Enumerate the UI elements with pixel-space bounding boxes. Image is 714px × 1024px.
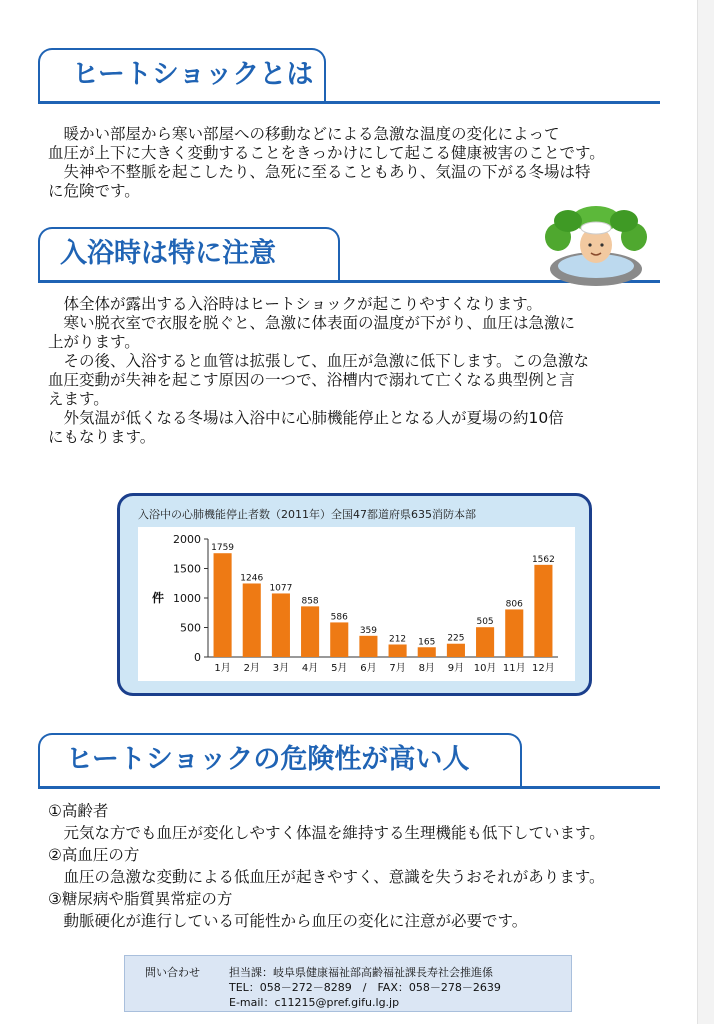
data-label: 806 (505, 599, 523, 610)
risk-item-text: 血圧の急激な変動による低血圧が起きやすく、意識を失うおそれがあります。 (48, 868, 605, 886)
risk-item-heading: ③糖尿病や脂質異常症の方 (48, 890, 233, 908)
section-title-bathing: 入浴時は特に注意 (60, 238, 276, 269)
chart-title: 入浴中の心肺機能停止者数（2011年）全国47都道府県635消防本部 (138, 508, 476, 521)
y-tick-label: 0 (194, 651, 201, 664)
contact-email: E-mail：c11215@pref.gifu.lg.jp (229, 996, 400, 1009)
x-tick-label: 3月 (272, 663, 290, 674)
text-line: 上がります。 (48, 333, 140, 351)
text-line: にもなります。 (48, 428, 156, 446)
data-label: 505 (476, 617, 494, 628)
x-tick-label: 12月 (532, 663, 555, 674)
x-tick-label: 6月 (360, 663, 377, 674)
risk-item-heading: ②高血圧の方 (48, 846, 140, 864)
section-header-heat-shock (38, 48, 660, 104)
bar (272, 593, 290, 657)
cardiac-arrest-chart (117, 493, 592, 696)
bar (476, 627, 494, 657)
contact-box (124, 955, 572, 1012)
bar (301, 606, 319, 657)
y-tick-label: 2000 (173, 533, 201, 546)
bar (330, 622, 348, 657)
section-header-high-risk (38, 733, 660, 789)
text-line: 血圧変動が失神を起こす原因の一つで、浴槽内で溺れて亡くなる典型例と言 (48, 371, 575, 389)
bar-chart (138, 527, 575, 681)
x-tick-label: 7月 (389, 663, 406, 674)
text-line: 失神や不整脈を起こしたり、急死に至ることもあり、気温の下がる冬場は特 (48, 163, 591, 181)
risk-item-text: 動脈硬化が進行している可能性から血圧の変化に注意が必要です。 (48, 912, 528, 930)
heat-shock-description (48, 125, 668, 201)
contact-label: 問い合わせ (145, 966, 200, 979)
page-edge (697, 0, 714, 1024)
data-label: 225 (447, 633, 465, 644)
bar (359, 636, 377, 657)
section-title-heat-shock: ヒートショックとは (72, 59, 314, 90)
text-line: 暖かい部屋から寒い部屋への移動などによる急激な温度の変化によって (48, 125, 560, 143)
risk-item-text: 元気な方でも血圧が変化しやすく体温を維持する生理機能も低下しています。 (48, 824, 605, 842)
text-line: 外気温が低くなる冬場は入浴中に心肺機能停止となる人が夏場の約10倍 (48, 409, 564, 427)
risk-item-heading: ①高齢者 (48, 802, 109, 820)
y-tick-label: 1500 (173, 562, 201, 576)
data-label: 1759 (211, 543, 235, 554)
high-risk-list (48, 800, 688, 932)
data-label: 586 (330, 612, 348, 623)
x-tick-label: 8月 (418, 663, 435, 674)
data-label: 165 (418, 637, 436, 648)
x-tick-label: 9月 (447, 663, 465, 674)
contact-department: 担当課：岐阜県健康福祉部高齢福祉課長寿社会推進係 (229, 966, 493, 979)
x-tick-label: 10月 (473, 663, 497, 674)
bar (505, 609, 523, 657)
y-axis-label: 件 (152, 591, 165, 605)
text-line: えます。 (48, 390, 109, 408)
chart-plot-area (138, 527, 575, 681)
text-line: その後、入浴すると血管は拡張して、血圧が急激に低下します。この急激な (48, 352, 589, 370)
x-tick-label: 1月 (214, 663, 231, 674)
text-line: 体全体が露出する入浴時はヒートショックが起こりやすくなります。 (48, 295, 542, 313)
bathing-description (48, 295, 668, 447)
x-tick-label: 4月 (301, 663, 319, 674)
section-title-high-risk: ヒートショックの危険性が高い人 (66, 744, 470, 775)
text-line: に危険です。 (48, 182, 140, 200)
text-line: 血圧が上下に大きく変動することをきっかけにして起こる健康被害のことです。 (48, 144, 605, 162)
bar (418, 647, 436, 657)
bar (389, 644, 407, 657)
bar (214, 553, 232, 657)
text-line: 寒い脱衣室で衣服を脱ぐと、急激に体表面の温度が下がり、血圧は急激に (48, 314, 576, 332)
data-label: 359 (359, 625, 378, 636)
data-label: 858 (301, 596, 319, 607)
bar (534, 565, 552, 657)
bar (243, 583, 261, 657)
elderly-person-bathing-icon (544, 203, 648, 289)
x-tick-label: 2月 (243, 663, 260, 674)
contact-phone-fax: TEL：058－272－8289 / FAX：058－278－2639 (229, 981, 501, 994)
data-label: 1077 (269, 583, 293, 594)
data-label: 1246 (240, 573, 264, 584)
data-label: 1562 (531, 554, 555, 565)
y-tick-label: 1000 (173, 592, 201, 605)
x-tick-label: 5月 (331, 663, 348, 674)
bar (447, 644, 465, 657)
y-tick-label: 500 (180, 621, 201, 635)
data-label: 212 (388, 634, 407, 645)
x-tick-label: 11月 (502, 663, 526, 674)
